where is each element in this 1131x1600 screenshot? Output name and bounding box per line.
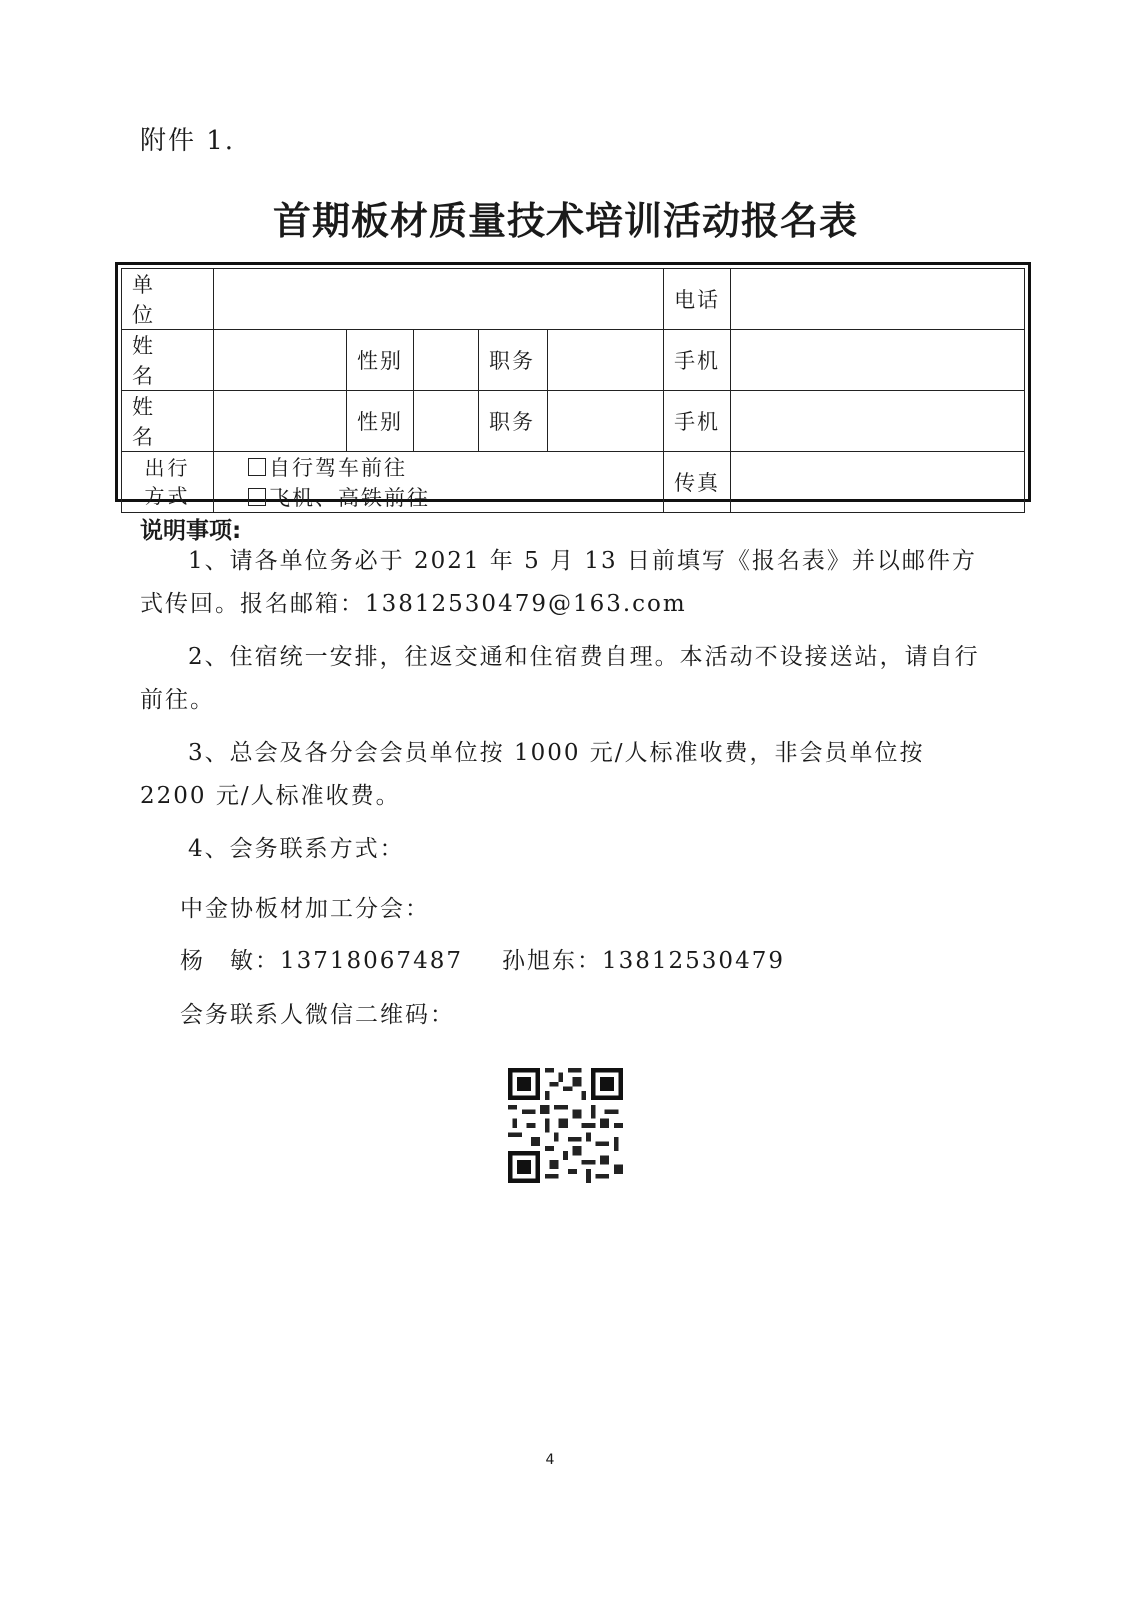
- option-flight-rail[interactable]: [248, 482, 430, 512]
- wechat-qr-code: [508, 1068, 623, 1183]
- unit-field[interactable]: [214, 269, 664, 330]
- unit-row: [122, 269, 1025, 330]
- fax-field[interactable]: [731, 452, 1025, 513]
- option-self-drive-label: 自行驾车前往: [269, 456, 407, 480]
- travel-label-line1: 出行: [144, 456, 191, 480]
- participant-row: [122, 391, 1025, 452]
- note-item-4: 4、会务联系方式：: [188, 836, 405, 862]
- phone-field[interactable]: [731, 269, 1025, 330]
- travel-label: [122, 452, 214, 513]
- travel-row: [122, 452, 1025, 513]
- option-flight-rail-label: 飞机、高铁前往: [269, 486, 430, 510]
- position-label: 职务: [479, 330, 548, 391]
- unit-label: 单 位: [122, 269, 214, 330]
- note-item-1: 1、请各单位务必于 2021 年 5 月 13 日前填写《报名表》并以邮件方式传回。报名邮箱：13812530479@163.com: [140, 548, 977, 617]
- contact-sun: 孙旭东：13812530479: [502, 948, 785, 974]
- gender-label: 性别: [347, 391, 414, 452]
- note-item-2: 2、住宿统一安排，往返交通和住宿费自理。本活动不设接送站，请自行前往。: [140, 644, 980, 713]
- phone-label: 电话: [664, 269, 731, 330]
- mobile-label: 手机: [664, 391, 731, 452]
- mobile-field[interactable]: [731, 391, 1025, 452]
- mobile-label: 手机: [664, 330, 731, 391]
- attachment-label: 附件 1.: [140, 126, 236, 156]
- contact-yang: 杨 敏：13718067487: [180, 948, 463, 974]
- position-label: 职务: [479, 391, 548, 452]
- gender-field[interactable]: [414, 330, 479, 391]
- notes-heading: 说明事项:: [140, 518, 242, 544]
- organizer: 中金协板材加工分会：: [180, 896, 430, 922]
- checkbox-icon[interactable]: [248, 488, 266, 506]
- position-field[interactable]: [548, 330, 664, 391]
- qr-label: 会务联系人微信二维码：: [180, 1002, 455, 1028]
- note-item-3: 3、总会及各分会会员单位按 1000 元/人标准收费，非会员单位按 2200 元/人标准收费。: [140, 740, 925, 809]
- gender-label: 性别: [347, 330, 414, 391]
- position-field[interactable]: [548, 391, 664, 452]
- travel-label-line2: 方式: [144, 484, 191, 508]
- page-title: 首期板材质量技术培训活动报名表: [272, 199, 858, 243]
- registration-form: [115, 262, 1031, 510]
- registration-table: [121, 268, 1025, 513]
- travel-options: [214, 452, 664, 513]
- name-label: 姓 名: [122, 330, 214, 391]
- participant-row: [122, 330, 1025, 391]
- option-self-drive[interactable]: [248, 452, 407, 482]
- mobile-field[interactable]: [731, 330, 1025, 391]
- name-label: 姓 名: [122, 391, 214, 452]
- checkbox-icon[interactable]: [248, 458, 266, 476]
- page-number: 4: [545, 1452, 555, 1468]
- name-field[interactable]: [214, 391, 347, 452]
- name-field[interactable]: [214, 330, 347, 391]
- fax-label: 传真: [664, 452, 731, 513]
- gender-field[interactable]: [414, 391, 479, 452]
